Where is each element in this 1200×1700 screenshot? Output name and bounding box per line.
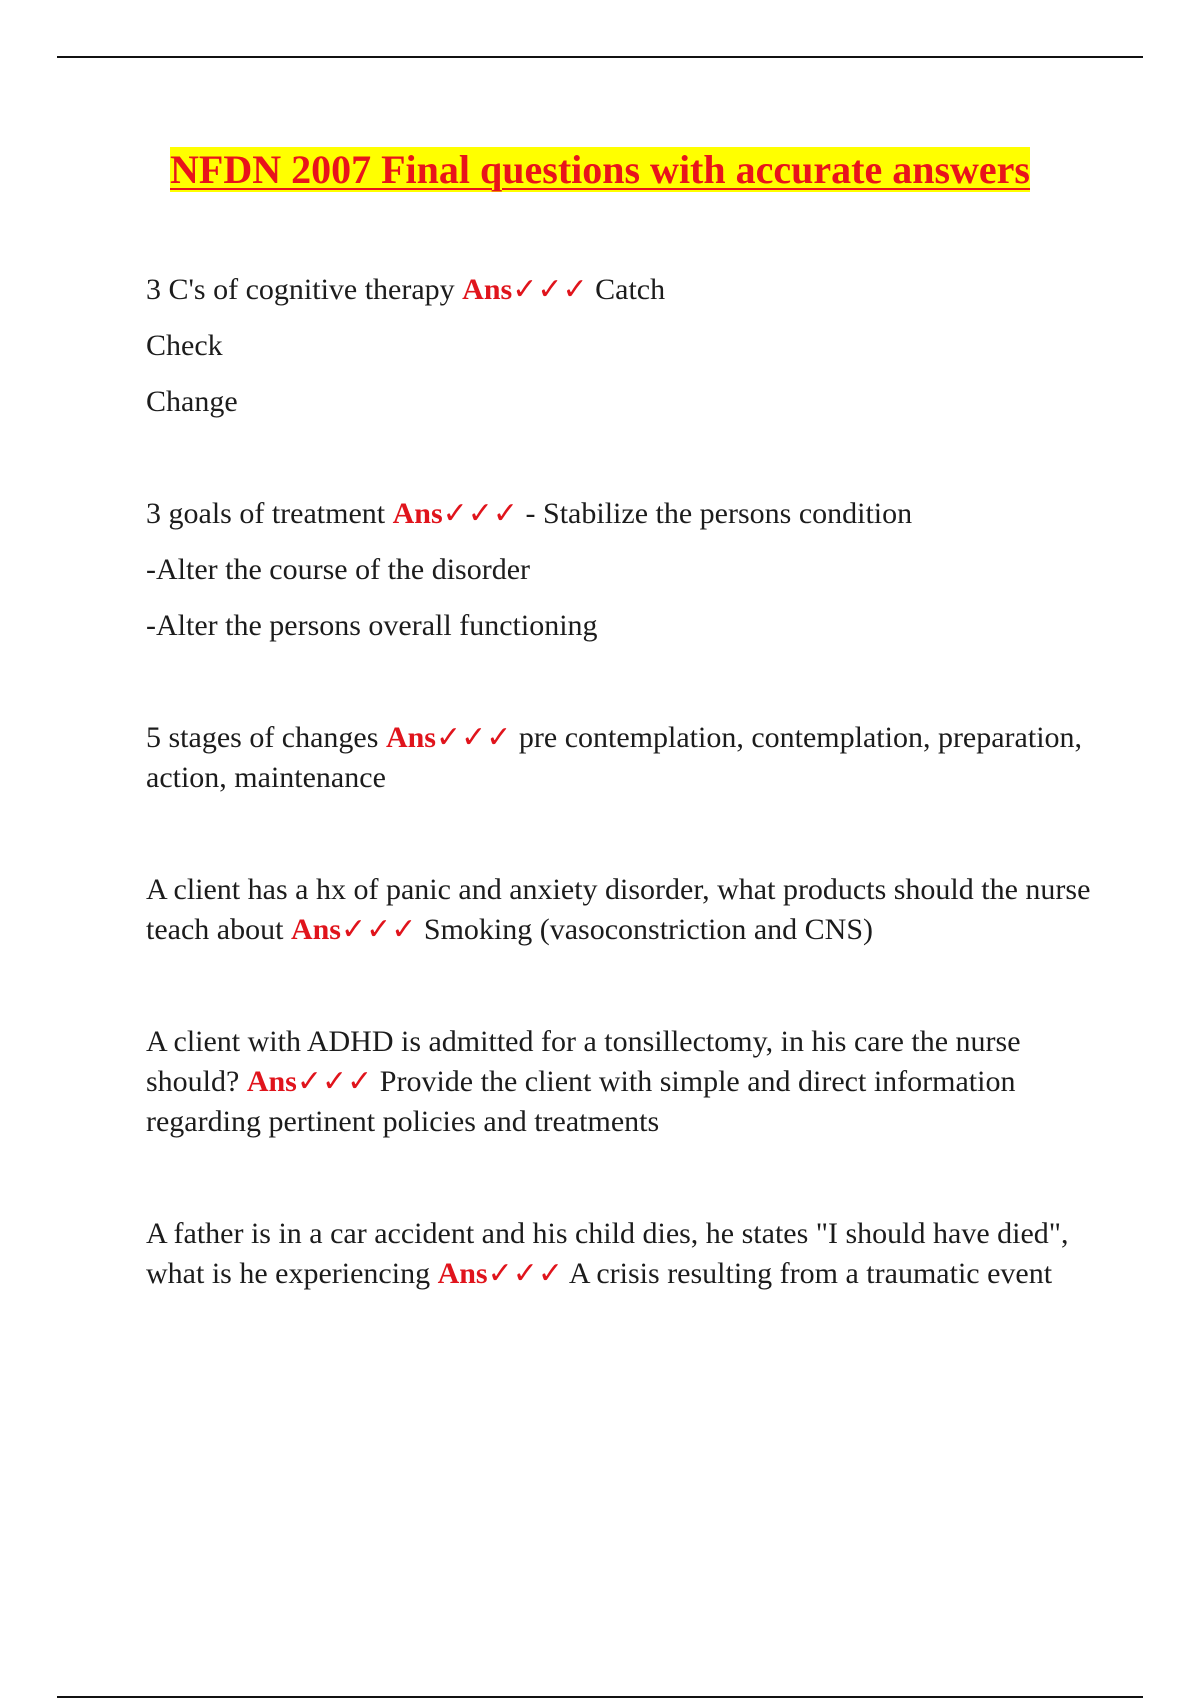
- question-text: A client with ADHD is admitted for a tonsillectomy, in his care the nurse should?: [146, 1025, 1021, 1098]
- question-text: 5 stages of changes: [146, 721, 386, 754]
- document-title: [100, 142, 1100, 198]
- qa-question-line: [146, 270, 1096, 310]
- answer-text: A crisis resulting from a traumatic event: [563, 1257, 1053, 1290]
- qa-question-line: [146, 718, 1096, 798]
- document-title-text: NFDN 2007 Final questions with accurate answers: [170, 147, 1030, 192]
- checkmark-icon: ✓✓✓: [442, 497, 519, 530]
- qa-question-line: [146, 1022, 1096, 1142]
- checkmark-icon: ✓✓✓: [512, 273, 588, 306]
- spacer: [146, 662, 1096, 718]
- qa-item: [146, 494, 1096, 646]
- qa-question-line: [146, 870, 1096, 950]
- checkmark-icon: ✓✓✓: [340, 913, 417, 946]
- spacer: [146, 950, 1096, 1022]
- answer-line: -Alter the course of the disorder: [146, 553, 531, 586]
- answer-text: Catch: [587, 273, 666, 306]
- qa-item: [146, 1214, 1096, 1294]
- qa-item: [146, 270, 1096, 422]
- ans-label: Ans: [246, 1065, 297, 1098]
- qa-question-line: [146, 494, 1096, 534]
- question-text: A client has a hx of panic and anxiety disorder, what products should the nurse teach about: [146, 873, 1091, 946]
- question-text: 3 goals of treatment: [146, 497, 393, 530]
- answer-line: -Alter the persons overall functioning: [146, 609, 598, 642]
- checkmark-icon: ✓✓✓: [487, 1257, 564, 1290]
- qa-list: [146, 270, 1096, 1294]
- spacer: [146, 438, 1096, 494]
- qa-item: [146, 870, 1096, 950]
- question-text: 3 C's of cognitive therapy: [146, 273, 463, 306]
- answer-text: Provide the client with simple and direct information regarding pertinent policies and treatments: [146, 1065, 1016, 1138]
- qa-item: [146, 718, 1096, 798]
- ans-label: Ans: [392, 497, 443, 530]
- spacer: [146, 798, 1096, 870]
- answer-text: - Stabilize the persons condition: [518, 497, 913, 530]
- ans-label: Ans: [290, 913, 341, 946]
- qa-question-line: [146, 1214, 1096, 1294]
- checkmark-icon: ✓✓✓: [435, 721, 512, 754]
- answer-line: Check: [146, 329, 223, 362]
- answer-line: Change: [146, 385, 238, 418]
- question-text: A father is in a car accident and his child dies, he states "I should have died", what is he experiencing: [146, 1217, 1069, 1290]
- ans-label: Ans: [385, 721, 436, 754]
- bottom-rule: [57, 1696, 1143, 1698]
- qa-item: [146, 1022, 1096, 1142]
- answer-text: Smoking (vasoconstriction and CNS): [416, 913, 874, 946]
- checkmark-icon: ✓✓✓: [296, 1065, 373, 1098]
- answer-text: pre contemplation, contemplation, preparation, action, maintenance: [146, 721, 1083, 794]
- ans-label: Ans: [437, 1257, 488, 1290]
- ans-label: Ans: [462, 273, 513, 306]
- top-rule: [57, 56, 1143, 58]
- spacer: [146, 1142, 1096, 1214]
